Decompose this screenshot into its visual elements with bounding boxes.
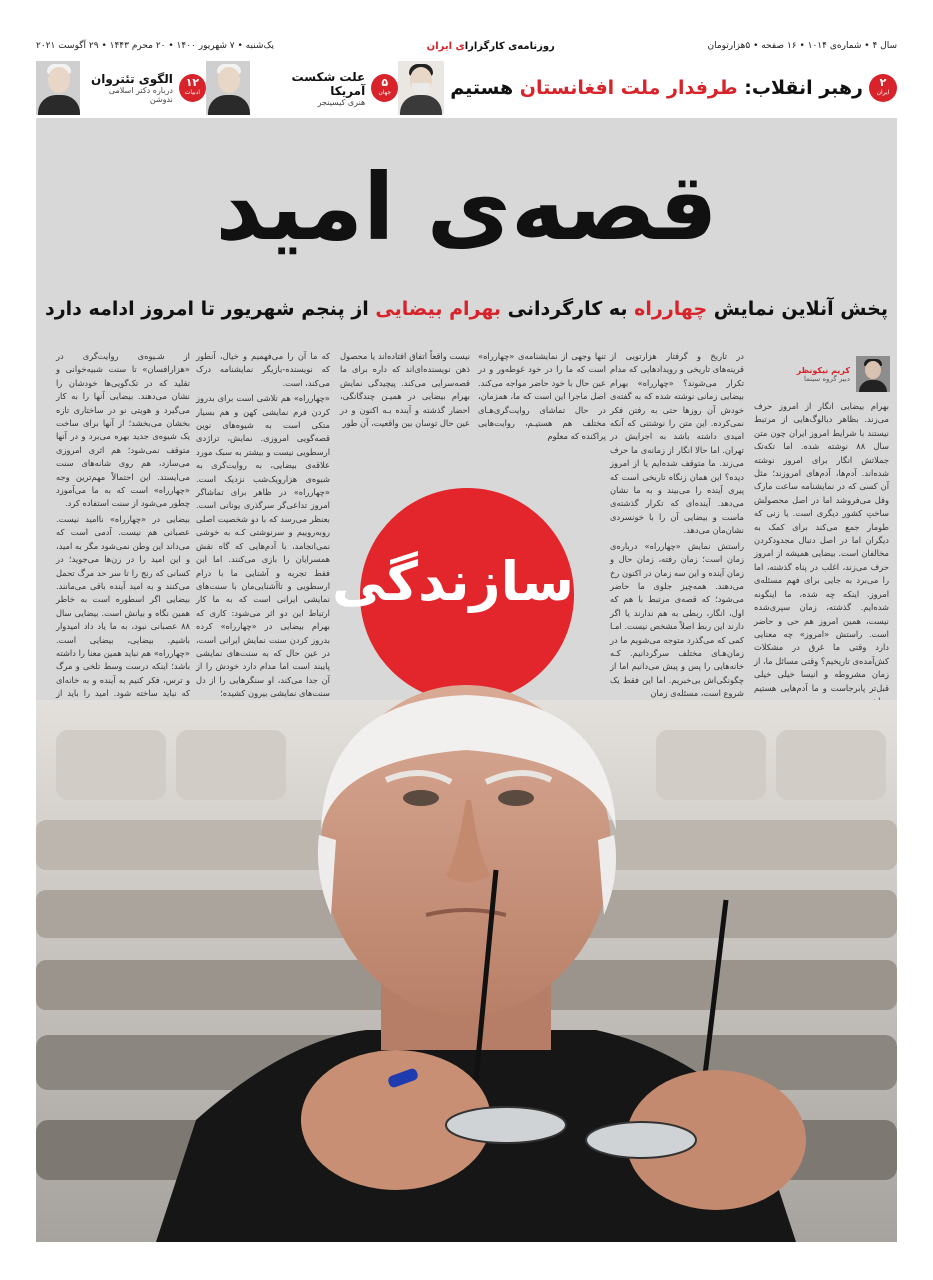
article-column-1: بهرام بیضایی انگار از امروز حرف می‌زند. بظاهر دیالوگ‌هایی از مرتبط نیستند با شرایط امروز ایران چون متن سال ۸۸ نوشته شده. اما تکه‌تک جملاتش انگار برای امروز نوشته شده‌اند. آدم‌ها، آدم‌های امروزند؛ مثل آن کسی که در نمایشنامه ساعت مارک وفل می‌فروشد اما در اصل محصولش ساختِ کشور دیگری است. یا زنی که طومار جمع می‌کند برای کمک به دیگران اما در اصل دنبال مجدودکردن مخالفان است. بیضایی همیشه از امروز حرف می‌زند، اغلب در پناه گذشته، اما را می‌برد به جایی برای فهم مسئله‌ی امروز. اینکه چه شده، ما اینگونه شده‌ایم. گذشته، زمان سپری‌شده نیست، همین امروز هم حی و حاضر است. راستش «امروز» چه معنایی دارد وقتی ما غرق در مشکلات کش‌آمده‌ی تاریخیم؟ وقتی مسائل ما، از زمان مشروطه و انیسا خیلی خیلی قبل‌تر پابرجاست و ما آدم‌هایی هستیم bbox=[754, 401, 889, 693]
article-column-6: از شـیوه‌ی روایت‌گری در «هزارافسان» تا سنت شبیه‌خوانی و تقلید که در تک‌گویی‌ها خودشان را نشان می‌دهند. بیضایی آنها را به کار می‌گیرد و هویتی نو در ساختاری تازه بخشان می‌بخشد؛ از آنها برای ساخت یک شیوه‌ی جدید بهره می‌برد و در آنها متوقف نمی‌شود؛ هم اثری امروزی می‌سازد، هم روی شانه‌های سنت می‌ایستد. این احتمالاً مهم‌ترین وجه «چهارراه» است که به ما می‌آموزد چطور می‌شود از سنت استفاده کرد. بیضایی در «چهارراه» ناامید نیست. عصبانی هم نیست. آدمی است که می‌داند این وطن نمی‌شود مگر به امید، و این امید را در زن‌ها می‌جوید؛ در کسانی که رنج را تا سر حد مرگ تحمل می‌کنند و به امید آینده باقی می‌مانند. بیضایی اگر اسطوره است به خاطر همین نگاه و بیانش است. بیضایی سال ۸۸ عصبانی نبود، به ما یاد داد امیدوار باشیم. بیضایی، بیضایی است. «چهارراه» هم نباید همین معنا را داشته باشد؛ اینکه درست وسط تلخی و مرگ و ترس، فکر کنیم به آینده و به خانه‌ای که نباید ساخته شود. امید را باید از bbox=[56, 351, 190, 699]
author-role: دبیر گروه سینما bbox=[803, 374, 850, 383]
teaser-main-title: رهبر انقلاب: طرفدار ملت افغانستان هستیم bbox=[450, 77, 863, 99]
teaser-text bbox=[256, 70, 365, 107]
date-line: یک‌شنبه • ۷ شهریور ۱۴۰۰ • ۲۰ محرم ۱۴۴۳ • ۲۹ آگوست ۲۰۲۱ bbox=[36, 41, 275, 51]
teaser-title: الگوی تئتروان bbox=[91, 72, 173, 86]
page-badge: ۲ ایران bbox=[869, 74, 897, 102]
article-column-5: که ما آن را می‌فهمیم و خیال، آنطور که نویسنده-بازیگر نمایشنامه درک می‌کند، است. «چهارراه» هم تلاشی است برای بدروز کردن فرم نمایشی کهن و هم بسیار متکی است به شیوه‌های نوین قصه‌گویی امروزی. نمایش، تراژدی ارسطویی نیست و بیشتر به سبک مورد علاقه‌ی بیضایی، به روایت‌گری به شیوه‌ی هزارویک‌شب نزدیک است. «چهارراه» در ظاهر برای تماشاگر امروز تداعی‌گر سرگذری یونانی است. بعنظر می‌رسد که با دو شخصیت اصلی روبه‌روییم و سرنوشتی کـه به خوشی نمی‌انجامد، با آدم‌هایی که گاه نقش همسرایان را بازی می‌کنند. اما این فقط تجربه و آشنایی ما با درام ارسطویی و تاآشنایی‌مان با سنت‌های نمایشی ایرانی است که به ما کار ارتباط این دو اثر می‌شود: کاری که بهرام بیضایی در «چهارراه» کرده بدروز کردن سنت نمایش ایرانی است، در عین حال که به سنت‌های نمایشی پایبند است اما مدام دارد خودش را از آن جدا می‌کند، او سنگرهایی را از دل سنت‌های نمایشی بیرون کشیده؛ bbox=[196, 351, 330, 699]
paper-tagline: روزنامه‌ی کارگزارای ایران bbox=[426, 40, 555, 52]
logo-wordmark: سازندگی bbox=[332, 550, 574, 613]
masthead-strip bbox=[36, 36, 897, 56]
author-byline bbox=[756, 354, 890, 394]
teaser-main[interactable] bbox=[398, 60, 897, 116]
issue-info: سال ۴ • شماره‌ی ۱۰۱۴ • ۱۶ صفحه • ۵هزارتومان bbox=[707, 41, 897, 51]
writer-photo bbox=[36, 61, 80, 115]
article-column-4: نیست واقعاً اتفاق افتاده‌اند یا محصول ذهن نویسنده‌ای‌اند که داره برای ما قصه‌سرایی می‌کند. پیچیدگی نمایش بهرام بیضایی در همیـن چندگانگی، احضار گذشته و آینده بـه اکنون و در عین حال توسان بین واقعیت، آن طور bbox=[340, 351, 470, 429]
author-photo bbox=[856, 356, 890, 392]
sazandegi-logo bbox=[332, 488, 574, 702]
leader-photo bbox=[398, 61, 444, 115]
teaser-subtitle: درباره دکتر اسلامی ندوشن bbox=[108, 86, 173, 104]
bahram-beyzaie-photo bbox=[36, 700, 897, 1242]
teaser-text bbox=[86, 72, 173, 104]
page-badge: ۱۲ ادبیات bbox=[179, 74, 206, 102]
article-column-2: در تاریخ و گرفتار هزارتویی از قرینه‌های تاریخی و رویدادهایی که مدام تکرار می‌شوند؟ «چهارراه» بهرام بیضایی زمانی نوشته شده که به گفته‌ی خودش آن روزها حتی به رفتن فکر نمی‌کرده. این متن را نوشتنی که آنکه امیدی داشته باشد به اجرایش در تهران. اما حالا انگار از زمانه‌ی ما حرف می‌زند. ما متوقف شده‌ایم یا از امروز دیده‌؟ این همان زنگاه تاریخی است که پیری آینده را می‌بیند و به ما نشان می‌دهد. آینده‌ای که تکرار گذشته‌ی ماست و بیضایی آن را با خونسردی نشان‌مان می‌دهد. راستش نمایش «چهارراه» درباره‌ی زمان است؛ زمان رفته، زمان حال و زمان آینده و این سه زمان در اکنون رخ می‌دهند. همه‌چیز جلوی ما حاضر می‌شود؛ که قصه‌ی مرتبط با هم که اول، انگار، ربطی به هم ندارند یا اگر دارند این ربط اصلاً مشخص نیست. امـا کمی که می‌گذرد متوجه می‌شویم ما در زمان‌هـای مختلف سرگردانیم. کـه خانه‌هایی را پس و پیش می‌دانیم اما از چگونگی‌اش بی‌خبریم. اما این فقط یک شروع است، مسئله‌ی زمان bbox=[610, 351, 744, 699]
author-name: کریم نیکونظر bbox=[796, 365, 850, 375]
teaser-title: علت شکست آمریکا bbox=[291, 69, 366, 98]
main-headline: قصه‌ی امید bbox=[215, 154, 718, 261]
article-column-3: تنها وجهی از نمایشنامه‌ی «چهارراه» است که ما را در خود غوطه‌ور و در عین حال با خود حاضر مواجه می‌کند. اصل ماجرا این است که ما، همزمان، در حال تماشای روایت‌گری‌هـای مختلف هم هستیـم، روایت‌هایی پراکنده که معلوم bbox=[478, 351, 606, 442]
teaser-second[interactable] bbox=[206, 60, 398, 116]
teaser-bar bbox=[36, 60, 897, 116]
page-badge: ۵ جهان bbox=[371, 74, 398, 102]
teaser-subtitle: هنری کیسینجر bbox=[317, 97, 366, 107]
teaser-third[interactable] bbox=[36, 60, 206, 116]
subheadline: پخش آنلاین نمایش چهارراه به کارگردانی بهرام بیضایی از پنجم شهریور تا امروز ادامه دارد bbox=[44, 298, 888, 320]
kissinger-photo bbox=[206, 61, 250, 115]
